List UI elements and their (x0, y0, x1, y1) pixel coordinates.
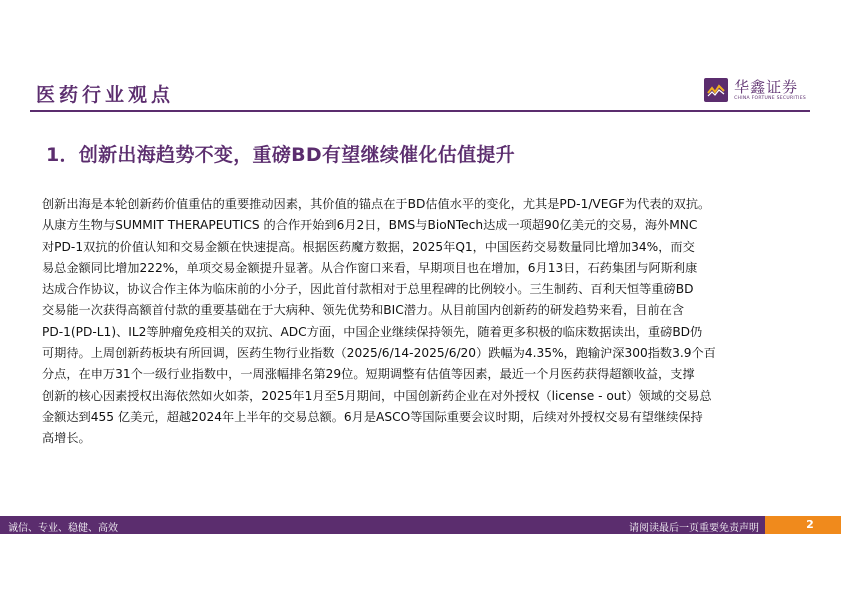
disclaimer-link[interactable]: 请阅读最后一页重要免责声明 (629, 523, 759, 534)
body-line: 对PD-1双抗的价值认知和交易金额在快速提高。根据医药魔方数据，2025年Q1，中国医药交易数量同比增加34%，而交 (42, 239, 695, 254)
body-line: 可期待。上周创新药板块有所回调，医药生物行业指数（2025/6/14-2025/6/20）跌幅为4.35%，跑输沪深300指数3.9个百 (42, 346, 716, 361)
footer-slogan: 诚信、专业、稳健、高效 (8, 523, 118, 534)
body-line: 高增长。 (42, 431, 91, 446)
body-line: 创新出海是本轮创新药价值重估的重要推动因素，其价值的锚点在于BD估值水平的变化，尤其是PD-1/VEGF为代表的双抗。 (42, 197, 711, 211)
body-line: 易总金额同比增加222%，单项交易金额提升显著。从合作窗口来看，早期项目也在增加，6月13日，石药集团与阿斯利康 (42, 260, 698, 275)
body-paragraph (42, 194, 812, 450)
logo-name-en: CHINA FORTUNE SECURITIES (734, 95, 806, 101)
page-number: 2 (765, 516, 841, 534)
company-logo (704, 78, 806, 102)
body-line: 交易能一次获得高额首付款的重要基础在于大病种、领先优势和BIC潜力。从目前国内创新药的研发趋势来看，目前在含 (42, 303, 685, 318)
section-title: 1．创新出海趋势不变，重磅BD有望继续催化估值提升 (46, 144, 515, 166)
chart-icon (704, 78, 728, 102)
body-line: 创新的核心因素授权出海依然如火如荼，2025年1月至5月期间，中国创新药企业在对外授权（license - out）领域的交易总 (42, 388, 712, 403)
body-line: 从康方生物与SUMMIT THERAPEUTICS 的合作开始到6月2日，BMS与BioNTech达成一项超90亿美元的交易，海外MNC (42, 218, 698, 233)
logo-name-cn: 华鑫证券 (734, 77, 799, 96)
header-divider (30, 110, 810, 112)
body-line: 达成合作协议，协议合作主体为临床前的小分子，因此首付款相对于总里程碑的比例较小。三生制药、百利天恒等重磅BD (42, 282, 694, 297)
body-line: 分点，在申万31个一级行业指数中，一周涨幅排名第29位。短期调整有估值等因素，最近一个月医药获得超额收益，支撑 (42, 367, 695, 382)
page-header (30, 76, 810, 110)
header-title: 医药行业观点 (36, 84, 175, 106)
body-line: PD-1(PD-L1)、IL2等肿瘤免疫相关的双抗、ADC方面，中国企业继续保持领先，随着更多积极的临床数据读出，重磅BD仍 (42, 324, 703, 339)
page-footer (0, 516, 841, 534)
body-line: 金额达到455 亿美元，超越2024年上半年的交易总额。6月是ASCO等国际重要会议时期，后续对外授权交易有望继续保持 (42, 409, 703, 424)
